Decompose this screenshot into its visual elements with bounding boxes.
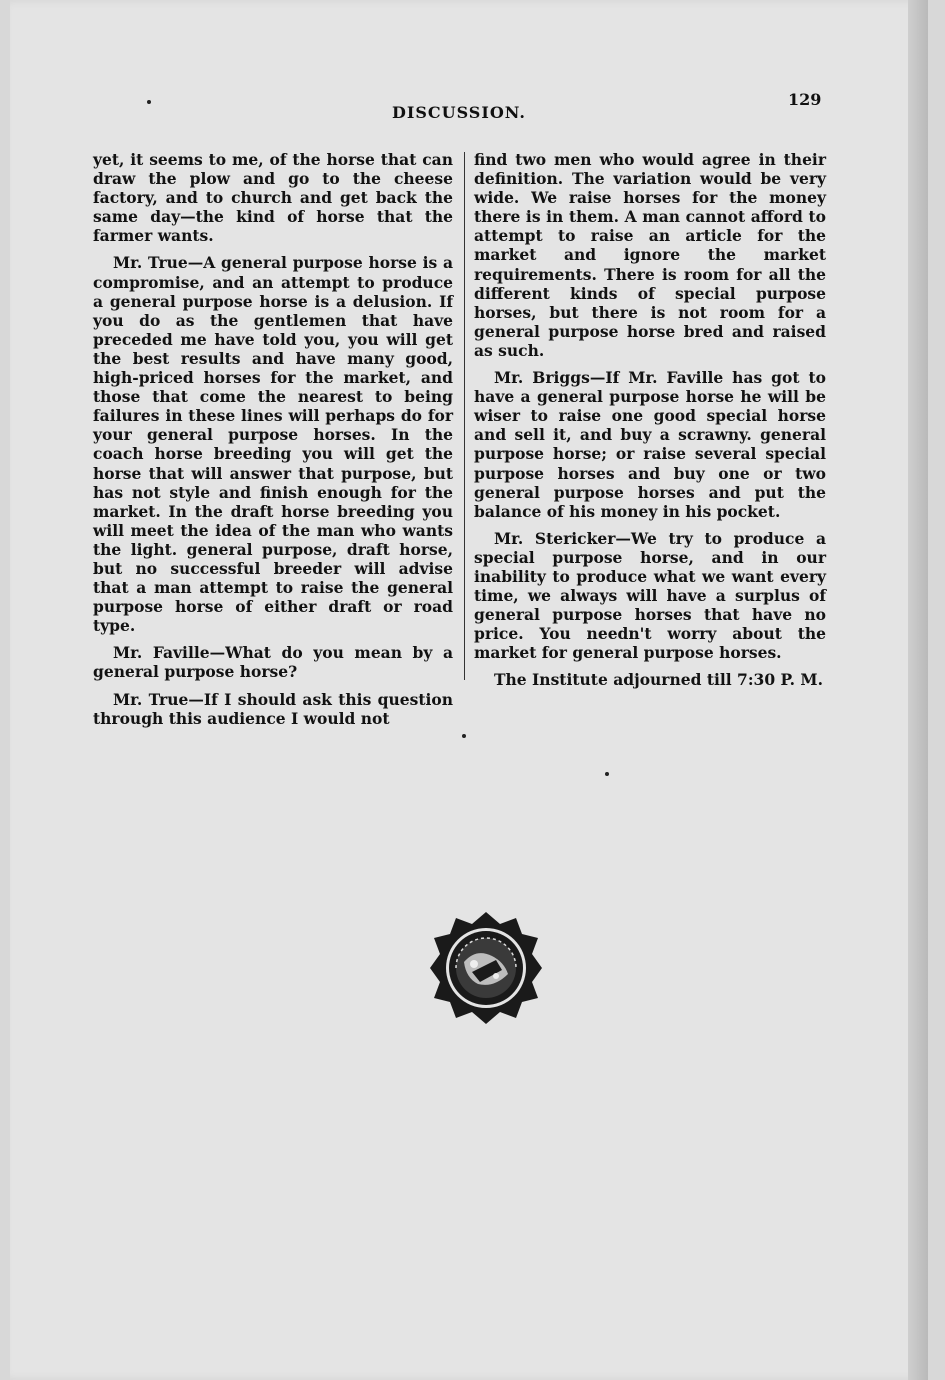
left-column xyxy=(93,150,453,728)
paragraph: Mr. True—If I should ask this question through this audience I would not xyxy=(93,689,453,728)
right-column xyxy=(474,150,826,690)
column-rule xyxy=(464,152,465,680)
paragraph: Mr. Stericker—We try to produce a special purpose horse, and in our inability to produce what we want every time, we always will have a surplus of general purpose horses that have no price. You needn't worry about the market for general purpose horses. xyxy=(474,528,826,663)
page-edge xyxy=(908,0,928,1380)
paragraph: The Institute adjourned till 7:30 P. M. xyxy=(494,670,823,690)
page-title: DISCUSSION. xyxy=(392,103,526,122)
paragraph: yet, it seems to me, of the horse that can draw the plow and go to the cheese factory, and to church and get back the same day—the kind of horse that the farmer wants. xyxy=(93,150,453,246)
page-number: 129 xyxy=(788,90,822,109)
paragraph: Mr. Briggs—If Mr. Faville has got to have a general purpose horse he will be wiser to raise one good special horse and sell it, and buy a scrawny. general purpose horse; or raise several special purpose horses and buy one or two general purpose horses and put the balance of his money in his pocket. xyxy=(474,368,826,521)
ink-speck xyxy=(462,734,466,738)
ink-speck xyxy=(605,772,609,776)
ink-speck xyxy=(147,100,151,104)
paragraph: Mr. Faville—What do you mean by a general purpose horse? xyxy=(93,643,453,682)
paragraph: Mr. True—A general purpose horse is a compromise, and an attempt to produce a general purpose horse is a delusion. If you do as the gentlemen that have preceded me have told you, you will get the best results and have many good, high-priced horses for the market, and those that come the nearest to being failures in these lines will perhaps do for your general purpose horses. In the coach horse breeding you will get the horse that will answer that purpose, but has not style and finish enough for the market. In the draft horse breeding you will meet the idea of the man who wants the light. general purpose, draft horse, but no successful breeder will advise that a man attempt to raise the general purpose horse of either draft or road type. xyxy=(93,253,453,636)
paragraph: find two men who would agree in their definition. The variation would be very wide. We raise horses for the money there is in them. A man cannot afford to attempt to raise an article for the market and ignore the market requirements. There is room for all the different kinds of special purpose horses, but there is not room for a general purpose horse bred and raised as such. xyxy=(474,150,826,360)
printers-ornament-icon xyxy=(428,910,544,1026)
